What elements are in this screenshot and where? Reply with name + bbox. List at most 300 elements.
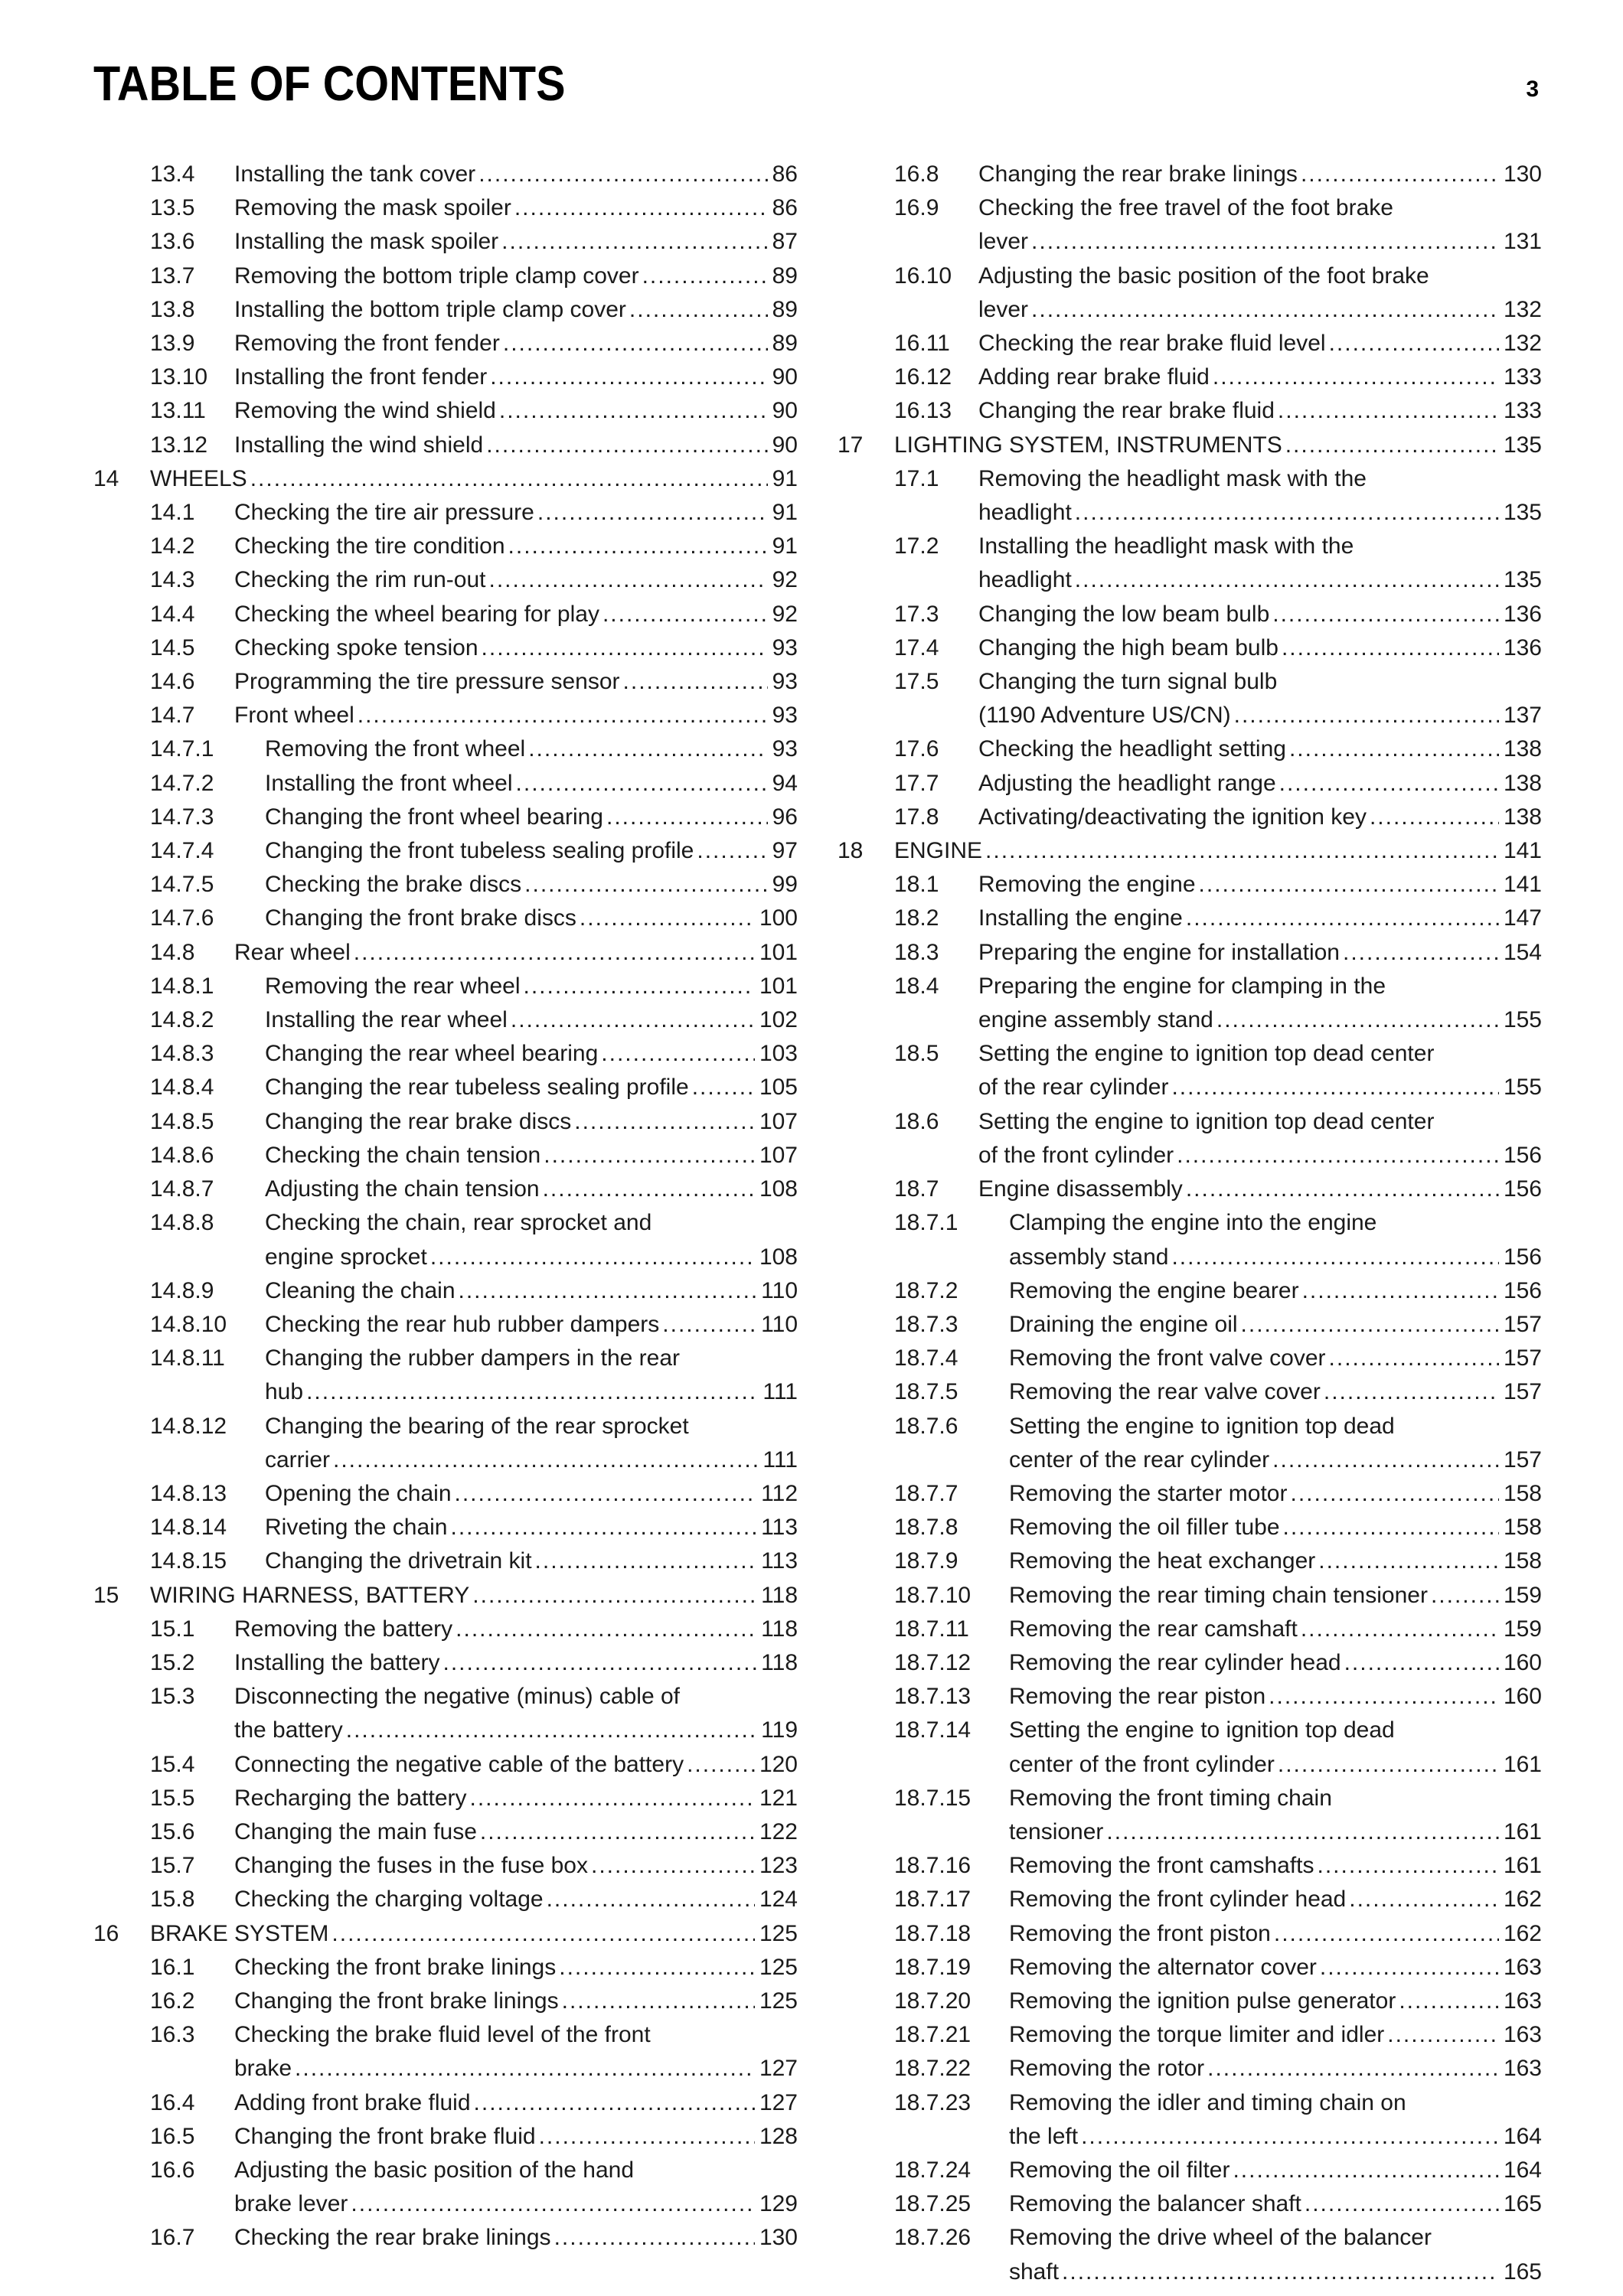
toc-entry[interactable] — [93, 158, 798, 191]
dot-leader — [470, 1782, 755, 1815]
toc-entry-number: 17.8 — [894, 804, 939, 830]
toc-entry[interactable] — [93, 496, 798, 530]
toc-entry-number: 16.9 — [894, 195, 939, 221]
toc-entry[interactable] — [838, 1951, 1542, 1985]
toc-entry-page: 90 — [772, 398, 798, 424]
toc-entry-title: Checking the headlight setting — [978, 736, 1286, 762]
toc-entry-number: 14.8.7 — [150, 1176, 214, 1202]
dot-leader — [503, 327, 768, 360]
toc-entry-page: 158 — [1503, 1480, 1542, 1506]
dot-leader — [346, 1714, 756, 1747]
dot-leader — [1177, 1139, 1499, 1172]
toc-entry-page: 157 — [1503, 1446, 1542, 1473]
toc-entry-title: the left — [1009, 2123, 1079, 2149]
toc-entry[interactable] — [93, 936, 798, 970]
dot-leader — [1075, 496, 1499, 530]
toc-entry-number: 14.7 — [150, 703, 195, 729]
dot-leader — [499, 394, 768, 428]
toc-entry[interactable] — [93, 2086, 798, 2120]
toc-entry[interactable] — [838, 1375, 1542, 1409]
toc-entry-page: 113 — [761, 1515, 798, 1541]
dot-leader — [514, 191, 768, 225]
toc-entry-number: 18.7.2 — [894, 1277, 958, 1303]
toc-entry-page: 133 — [1503, 398, 1542, 424]
toc-entry[interactable] — [93, 2221, 798, 2255]
toc-entry[interactable] — [93, 1815, 798, 1849]
toc-entry-number: 14.8.12 — [150, 1413, 227, 1439]
toc-entry-number: 18.7.7 — [894, 1480, 958, 1506]
toc-entry-title: Removing the mask spoiler — [234, 195, 511, 221]
dot-leader — [642, 259, 768, 293]
toc-entry[interactable] — [838, 1985, 1542, 2018]
toc-entry[interactable] — [93, 699, 798, 732]
toc-entry[interactable] — [838, 631, 1542, 665]
dot-leader — [1186, 902, 1499, 935]
toc-entry[interactable] — [93, 631, 798, 665]
toc-entry[interactable] — [93, 1646, 798, 1680]
toc-entry-page: 111 — [763, 1446, 798, 1473]
dot-leader — [1282, 631, 1499, 665]
toc-entry-title: Connecting the negative cable of the battery — [234, 1751, 684, 1777]
toc-entry-title: Setting the engine to ignition top dead center — [978, 1041, 1435, 1067]
toc-entry[interactable] — [93, 1579, 798, 1613]
toc-entry[interactable] — [838, 1105, 1542, 1172]
toc-entry-title: Installing the wind shield — [234, 432, 484, 458]
toc-entry-page: 160 — [1503, 1684, 1542, 1710]
toc-entry[interactable] — [93, 1985, 798, 2018]
toc-entry-number: 13.6 — [150, 229, 195, 255]
toc-entry-page: 121 — [759, 1785, 798, 1811]
toc-entry[interactable] — [838, 259, 1542, 327]
toc-entry-title: Checking the rear hub rubber dampers — [265, 1311, 660, 1337]
toc-entry-number: 14 — [93, 465, 119, 491]
toc-entry[interactable] — [838, 767, 1542, 801]
toc-entry[interactable] — [838, 1308, 1542, 1342]
dot-leader — [1272, 1443, 1499, 1477]
toc-entry-title: Changing the rear brake discs — [265, 1108, 572, 1134]
toc-entry-title: Removing the front camshafts — [1009, 1853, 1314, 1879]
dot-leader — [486, 429, 767, 462]
toc-entry[interactable] — [93, 1342, 798, 1409]
dot-leader — [1324, 1375, 1499, 1409]
toc-entry[interactable] — [93, 1206, 798, 1274]
toc-entry-page: 112 — [761, 1480, 798, 1506]
toc-entry-page: 163 — [1503, 2022, 1542, 2048]
dot-leader — [478, 158, 767, 191]
toc-entry-title: Removing the torque limiter and idler — [1009, 2022, 1385, 2048]
toc-entry-title: Checking the front brake linings — [234, 1954, 557, 1980]
toc-entry-title: Removing the idler and timing chain on — [1009, 2089, 1406, 2115]
toc-entry-page: 141 — [1503, 838, 1542, 864]
toc-entry-page: 141 — [1503, 872, 1542, 898]
toc-entry[interactable] — [93, 462, 798, 496]
toc-entry-title: Removing the ignition pulse generator — [1009, 1988, 1396, 2014]
toc-entry-page: 129 — [759, 2191, 798, 2217]
toc-entry-number: 18.4 — [894, 973, 939, 999]
toc-entry-number: 18.7.21 — [894, 2022, 972, 2048]
toc-entry-number: 14.8 — [150, 939, 195, 965]
toc-entry-number: 18.7.26 — [894, 2225, 972, 2251]
toc-entry-page: 159 — [1503, 1616, 1542, 1642]
toc-entry-title: Changing the front wheel bearing — [265, 804, 603, 830]
toc-entry[interactable] — [838, 1883, 1542, 1916]
dot-leader — [1278, 394, 1499, 428]
toc-entry-title: Changing the front brake fluid — [234, 2123, 536, 2149]
toc-entry-title: Installing the bottom triple clamp cover — [234, 296, 626, 322]
toc-entry-number: 13.11 — [150, 398, 206, 424]
toc-entry-title: Removing the rear timing chain tensioner — [1009, 1582, 1428, 1608]
toc-entry-title: Disconnecting the negative (minus) cable of — [234, 1684, 680, 1710]
toc-entry[interactable] — [93, 1613, 798, 1646]
toc-entry-page: 156 — [1503, 1142, 1542, 1168]
dot-leader — [574, 1105, 755, 1139]
dot-leader — [354, 936, 755, 970]
toc-entry[interactable] — [838, 1410, 1542, 1477]
toc-entry[interactable] — [838, 1917, 1542, 1951]
toc-entry-number: 13.7 — [150, 263, 195, 289]
toc-entry[interactable] — [838, 429, 1542, 462]
toc-entry[interactable] — [93, 191, 798, 225]
toc-entry-number: 17.7 — [894, 770, 939, 796]
toc-column-left — [93, 158, 798, 2255]
dot-leader — [1305, 2187, 1499, 2221]
dot-leader — [1318, 1849, 1499, 1883]
toc-entry-number: 18.7.10 — [894, 1582, 972, 1608]
toc-entry-page: 156 — [1503, 1277, 1542, 1303]
toc-entry-title: hub — [265, 1379, 304, 1405]
toc-entry-number: 16.13 — [894, 398, 952, 424]
toc-entry[interactable] — [93, 902, 798, 935]
toc-entry-page: 155 — [1503, 1075, 1542, 1101]
dot-leader — [1399, 1985, 1499, 2018]
toc-entry-title: carrier — [265, 1446, 331, 1473]
toc-entry[interactable] — [838, 936, 1542, 970]
page-title: TABLE OF CONTENTS — [93, 56, 566, 111]
toc-entry[interactable] — [93, 1071, 798, 1104]
toc-entry-number: 14.6 — [150, 669, 195, 695]
toc-entry-title: Removing the rotor — [1009, 2056, 1205, 2082]
dot-leader — [1186, 1172, 1499, 1206]
toc-entry-page: 90 — [772, 432, 798, 458]
toc-entry-page: 122 — [759, 1818, 798, 1844]
toc-entry-title: the battery — [234, 1717, 343, 1743]
toc-entry-title: Removing the front piston — [1009, 1920, 1271, 1946]
dot-leader — [692, 1071, 755, 1104]
toc-entry-title: Removing the front valve cover — [1009, 1345, 1326, 1371]
toc-entry[interactable] — [93, 225, 798, 259]
toc-entry[interactable] — [93, 259, 798, 293]
toc-entry[interactable] — [93, 1308, 798, 1342]
dot-leader — [1081, 2120, 1499, 2154]
toc-entry-page: 154 — [1503, 939, 1542, 965]
toc-entry-page: 113 — [761, 1548, 798, 1574]
toc-entry-page: 133 — [1503, 364, 1542, 390]
toc-entry-number: 14.4 — [150, 601, 195, 627]
toc-entry-number: 18 — [838, 838, 864, 864]
toc-entry-page: 86 — [772, 195, 798, 221]
toc-entry-page: 91 — [772, 500, 798, 526]
toc-entry-title: ENGINE — [894, 838, 983, 864]
toc-entry-page: 102 — [759, 1007, 798, 1033]
toc-entry-page: 90 — [772, 364, 798, 390]
dot-leader — [1318, 1544, 1499, 1578]
toc-entry-number: 14.8.3 — [150, 1041, 214, 1067]
dot-leader — [430, 1241, 755, 1274]
toc-entry-title: Removing the bottom triple clamp cover — [234, 263, 639, 289]
toc-entry[interactable] — [838, 1511, 1542, 1544]
toc-entry[interactable] — [93, 1003, 798, 1037]
toc-entry-number: 18.5 — [894, 1041, 939, 1067]
toc-entry-page: 91 — [772, 465, 798, 491]
toc-entry-number: 18.7.3 — [894, 1311, 958, 1337]
toc-entry[interactable] — [93, 1849, 798, 1883]
toc-entry[interactable] — [93, 834, 798, 868]
toc-entry[interactable] — [838, 868, 1542, 902]
toc-entry[interactable] — [838, 2018, 1542, 2052]
toc-entry[interactable] — [838, 970, 1542, 1037]
toc-entry[interactable] — [838, 1782, 1542, 1849]
toc-entry[interactable] — [93, 293, 798, 327]
toc-entry[interactable] — [93, 1680, 798, 1747]
toc-entry[interactable] — [93, 1544, 798, 1578]
toc-entry-page: 93 — [772, 703, 798, 729]
dot-leader — [250, 462, 768, 496]
toc-entry-title: (1190 Adventure US/CN) — [978, 703, 1231, 729]
toc-entry-title: Changing the drivetrain kit — [265, 1548, 532, 1574]
toc-entry[interactable] — [93, 1917, 798, 1951]
toc-entry-page: 156 — [1503, 1244, 1542, 1270]
toc-entry[interactable] — [93, 1748, 798, 1782]
toc-entry[interactable] — [93, 1951, 798, 1985]
toc-entry-page: 96 — [772, 804, 798, 830]
toc-entry[interactable] — [93, 1477, 798, 1511]
toc-entry-page: 163 — [1503, 1988, 1542, 2014]
toc-entry-number: 13.4 — [150, 161, 195, 187]
toc-entry-title: Changing the rear tubeless sealing profile — [265, 1075, 689, 1101]
toc-entry[interactable] — [838, 394, 1542, 428]
toc-entry-page: 91 — [772, 533, 798, 559]
dot-leader — [1283, 1511, 1499, 1544]
toc-entry-number: 18.2 — [894, 905, 939, 931]
dot-leader — [1285, 429, 1499, 462]
toc-entry-title: Setting the engine to ignition top dead — [1009, 1717, 1395, 1743]
toc-entry-title: Checking the chain tension — [265, 1142, 541, 1168]
toc-entry[interactable] — [838, 1342, 1542, 1375]
toc-entry[interactable] — [93, 970, 798, 1003]
toc-entry[interactable] — [838, 2154, 1542, 2187]
toc-entry-number: 16.8 — [894, 161, 939, 187]
toc-entry-number: 16.12 — [894, 364, 952, 390]
toc-entry-title: Checking the rim run-out — [234, 567, 486, 593]
toc-entry[interactable] — [93, 732, 798, 766]
toc-entry-number: 17.5 — [894, 669, 939, 695]
toc-entry[interactable] — [93, 394, 798, 428]
toc-entry[interactable] — [838, 2086, 1542, 2154]
toc-entry-title: Installing the engine — [978, 905, 1183, 931]
toc-entry[interactable] — [838, 598, 1542, 631]
toc-entry[interactable] — [838, 732, 1542, 766]
toc-entry[interactable] — [93, 327, 798, 360]
toc-entry-title: Opening the chain — [265, 1480, 452, 1506]
toc-entry-number: 14.8.14 — [150, 1515, 227, 1541]
toc-entry[interactable] — [93, 429, 798, 462]
toc-entry-title: Changing the rear wheel bearing — [265, 1041, 599, 1067]
toc-entry-page: 163 — [1503, 1954, 1542, 1980]
toc-entry-title: center of the rear cylinder — [1009, 1446, 1270, 1473]
toc-entry[interactable] — [93, 665, 798, 699]
toc-entry[interactable] — [838, 1172, 1542, 1206]
toc-entry-number: 14.8.11 — [150, 1345, 225, 1371]
toc-entry-number: 17.1 — [894, 465, 939, 491]
toc-entry[interactable] — [838, 327, 1542, 360]
toc-entry-page: 131 — [1503, 229, 1542, 255]
dot-leader — [472, 1579, 756, 1613]
toc-entry[interactable] — [838, 2052, 1542, 2086]
toc-entry-title: Preparing the engine for installation — [978, 939, 1340, 965]
toc-entry-number: 18.7.14 — [894, 1717, 972, 1743]
toc-entry[interactable] — [93, 1511, 798, 1544]
toc-entry[interactable] — [838, 801, 1542, 834]
toc-entry-title: LIGHTING SYSTEM, INSTRUMENTS — [894, 432, 1282, 458]
toc-entry-title: Checking the tire air pressure — [234, 500, 534, 526]
toc-entry-number: 14.8.10 — [150, 1311, 227, 1337]
toc-entry[interactable] — [838, 360, 1542, 394]
toc-entry[interactable] — [93, 563, 798, 597]
dot-leader — [537, 496, 768, 530]
toc-entry-title: Removing the headlight mask with the — [978, 465, 1367, 491]
toc-entry-number: 18.7.12 — [894, 1649, 972, 1675]
toc-entry[interactable] — [838, 530, 1542, 597]
toc-entry-title: Rear wheel — [234, 939, 351, 965]
toc-entry[interactable] — [838, 2221, 1542, 2288]
toc-entry-number: 15.6 — [150, 1818, 195, 1844]
toc-entry[interactable] — [838, 1544, 1542, 1578]
toc-entry-page: 124 — [759, 1887, 798, 1913]
toc-entry-number: 16.10 — [894, 263, 952, 289]
toc-entry[interactable] — [93, 801, 798, 834]
toc-entry-page: 87 — [772, 229, 798, 255]
toc-entry[interactable] — [93, 1139, 798, 1172]
toc-entry-number: 14.8.1 — [150, 973, 214, 999]
toc-entry[interactable] — [838, 1037, 1542, 1104]
toc-entry[interactable] — [93, 868, 798, 902]
toc-entry-title: Setting the engine to ignition top dead center — [978, 1108, 1435, 1134]
toc-entry-title: Changing the high beam bulb — [978, 634, 1278, 660]
toc-entry[interactable] — [93, 530, 798, 563]
toc-entry-page: 93 — [772, 736, 798, 762]
toc-entry-number: 16.7 — [150, 2225, 195, 2251]
toc-entry[interactable] — [93, 1172, 798, 1206]
dot-leader — [623, 665, 768, 699]
toc-entry-page: 105 — [759, 1075, 798, 1101]
toc-entry-page: 86 — [772, 161, 798, 187]
dot-leader — [1062, 2255, 1499, 2289]
toc-entry[interactable] — [838, 462, 1542, 530]
toc-entry[interactable] — [838, 1206, 1542, 1274]
dot-leader — [601, 1037, 755, 1071]
toc-entry-number: 18.7.13 — [894, 1684, 972, 1710]
toc-entry-number: 17 — [838, 432, 864, 458]
toc-entry[interactable] — [93, 1410, 798, 1477]
toc-entry[interactable] — [93, 1782, 798, 1815]
toc-entry[interactable] — [838, 2187, 1542, 2221]
toc-entry-number: 15.1 — [150, 1616, 195, 1642]
dot-leader — [450, 1511, 756, 1544]
toc-entry[interactable] — [93, 360, 798, 394]
toc-entry-title: Changing the rear brake fluid — [978, 398, 1275, 424]
toc-entry-title: Removing the rear cylinder head — [1009, 1649, 1341, 1675]
toc-entry-page: 89 — [772, 263, 798, 289]
toc-entry[interactable] — [93, 2018, 798, 2086]
dot-leader — [606, 801, 768, 834]
toc-entry[interactable] — [838, 1680, 1542, 1714]
toc-entry[interactable] — [838, 191, 1542, 259]
toc-entry-title: Removing the engine — [978, 872, 1196, 898]
toc-entry-title: Changing the front brake linings — [234, 1988, 559, 2014]
toc-entry-title: Changing the bearing of the rear sprocket — [265, 1413, 689, 1439]
toc-entry[interactable] — [838, 665, 1542, 732]
toc-entry-number: 15.8 — [150, 1887, 195, 1913]
toc-entry-title: Cleaning the chain — [265, 1277, 456, 1303]
toc-entry[interactable] — [838, 1714, 1542, 1781]
toc-entry-page: 160 — [1503, 1649, 1542, 1675]
toc-entry[interactable] — [93, 598, 798, 631]
toc-entry-number: 18.7.6 — [894, 1413, 958, 1439]
toc-entry[interactable] — [838, 902, 1542, 935]
toc-entry-page: 108 — [759, 1244, 798, 1270]
toc-entry[interactable] — [93, 1274, 798, 1308]
toc-entry-title: Checking the rear brake fluid level — [978, 331, 1326, 357]
toc-entry-page: 120 — [759, 1751, 798, 1777]
toc-entry[interactable] — [93, 1037, 798, 1071]
dot-leader — [1370, 801, 1499, 834]
toc-entry-number: 14.8.4 — [150, 1075, 214, 1101]
toc-entry[interactable] — [93, 1105, 798, 1139]
toc-entry-title: Removing the oil filter — [1009, 2157, 1230, 2183]
toc-entry[interactable] — [93, 1883, 798, 1916]
toc-entry[interactable] — [838, 1274, 1542, 1308]
toc-entry-title: Activating/deactivating the ignition key — [978, 804, 1367, 830]
toc-entry-page: 147 — [1503, 905, 1542, 931]
toc-entry-page: 161 — [1503, 1818, 1542, 1844]
toc-entry-page: 89 — [772, 296, 798, 322]
dot-leader — [580, 902, 755, 935]
toc-entry-title: Removing the balancer shaft — [1009, 2191, 1301, 2217]
toc-entry[interactable] — [838, 158, 1542, 191]
dot-leader — [1344, 1646, 1499, 1680]
toc-entry[interactable] — [838, 1646, 1542, 1680]
toc-entry[interactable] — [838, 1849, 1542, 1883]
toc-entry-title: brake — [234, 2056, 292, 2082]
toc-entry[interactable] — [93, 2154, 798, 2221]
toc-entry-title: Riveting the chain — [265, 1515, 448, 1541]
dot-leader — [535, 1544, 757, 1578]
toc-entry-number: 15 — [93, 1582, 119, 1608]
toc-entry[interactable] — [838, 1579, 1542, 1613]
toc-entry[interactable] — [838, 1477, 1542, 1511]
toc-entry-title: Changing the low beam bulb — [978, 601, 1270, 627]
toc-entry-number: 14.8.8 — [150, 1210, 214, 1236]
dot-leader — [516, 767, 768, 801]
toc-entry[interactable] — [93, 2120, 798, 2154]
toc-entry[interactable] — [838, 1613, 1542, 1646]
toc-entry[interactable] — [838, 834, 1542, 868]
toc-entry[interactable] — [93, 767, 798, 801]
toc-entry-title: engine assembly stand — [978, 1007, 1213, 1033]
toc-entry-page: 128 — [759, 2123, 798, 2149]
toc-entry-page: 157 — [1503, 1311, 1542, 1337]
toc-entry-title: headlight — [978, 567, 1072, 593]
